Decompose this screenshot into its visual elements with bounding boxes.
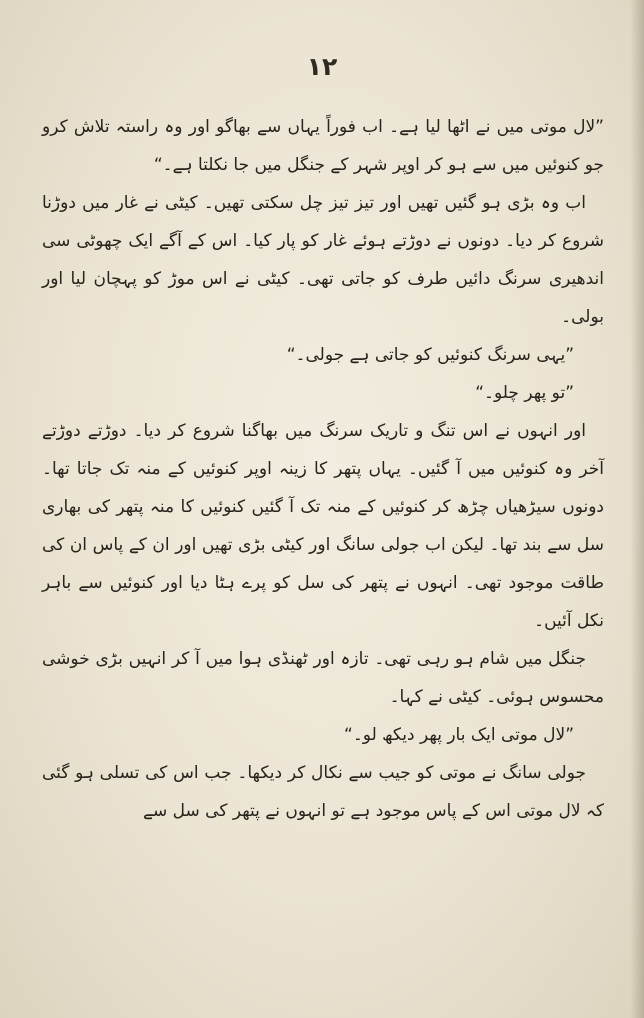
paragraph-4: جنگل میں شام ہو رہی تھی۔ تازہ اور ٹھنڈی ہوا میں آ کر انہیں بڑی خوشی محسوس ہوئی۔ کیٹی نے کہا۔ bbox=[42, 649, 604, 707]
paragraph-2: اب وہ بڑی ہو گئیں تھیں اور تیز تیز چل سکتی تھیں۔ کیٹی نے غار میں دوڑنا شروع کر دیا۔ دونوں نے دوڑتے ہوئے غار کو پار کیا۔ اس کے آگے ایک چھوٹی سی اندھیری سرنگ دائیں طرف کو جاتی تھی۔ کیٹی نے اس موڑ کو پہچان لیا اور بولی۔ bbox=[42, 193, 604, 327]
dialogue-line-3: ”لال موتی ایک بار پھر دیکھ لو۔“ bbox=[344, 725, 574, 745]
dialogue-line-2: ”تو پھر چلو۔“ bbox=[475, 383, 574, 403]
paragraph-1: ”لال موتی میں نے اٹھا لیا ہے۔ اب فوراً یہاں سے بھاگو اور وہ راستہ تلاش کرو جو کنوئیں میں سے ہو کر اوپر شہر کے جنگل میں جا نکلتا ہے۔“ bbox=[42, 117, 604, 175]
page-body-text bbox=[42, 108, 604, 830]
page-number: ۱۲ bbox=[306, 52, 338, 81]
paragraph-5: جولی سانگ نے موتی کو جیب سے نکال کر دیکھا۔ جب اس کی تسلی ہو گئی کہ لال موتی اس کے پاس موجود ہے تو انہوں نے پتھر کی سل سے bbox=[42, 763, 604, 821]
dialogue-line-1: ”یہی سرنگ کنوئیں کو جاتی ہے جولی۔“ bbox=[286, 345, 574, 365]
page-edge-shadow bbox=[630, 0, 644, 1018]
paragraph-3: اور انہوں نے اس تنگ و تاریک سرنگ میں بھاگنا شروع کر دیا۔ دوڑتے دوڑتے آخر وہ کنوئیں میں آ گئیں۔ یہاں پتھر کا زینہ اوپر کنوئیں کے منہ تک جاتا تھا۔ دونوں سیڑھیاں چڑھ کر کنوئیں کے منہ تک آ گئیں کنوئیں کا منہ پتھر کی بھاری سل سے بند تھا۔ لیکن اب جولی سانگ اور کیٹی بڑی تھیں اور ان کے پاس ان کی طاقت موجود تھی۔ انہوں نے پتھر کی سل کو پرے ہٹا دیا اور کنوئیں سے باہر نکل آئیں۔ bbox=[42, 421, 604, 631]
